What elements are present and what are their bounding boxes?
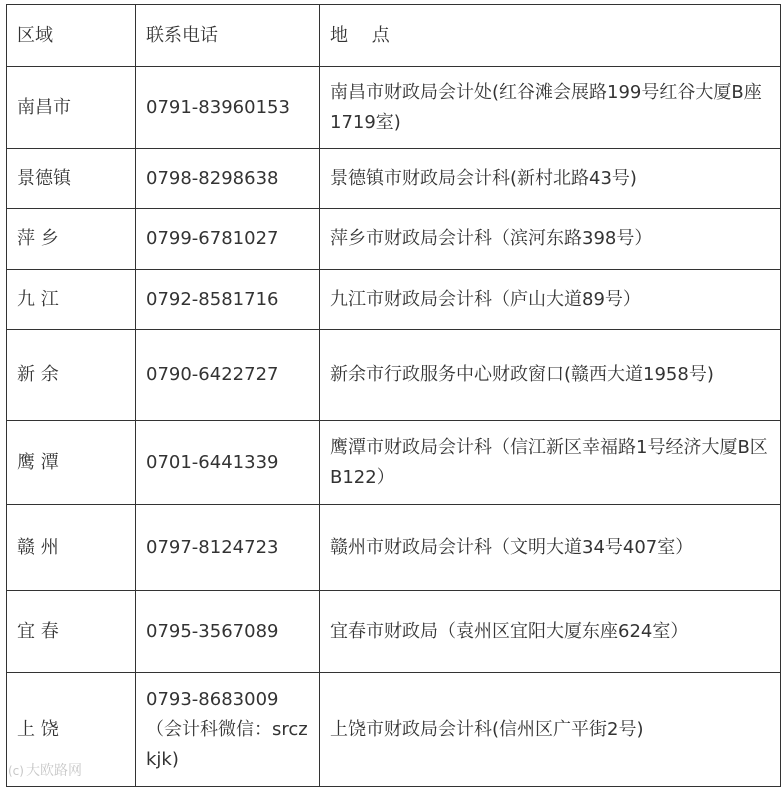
address-cell: 宜春市财政局（袁州区宜阳大厦东座624室） <box>320 591 781 673</box>
header-row <box>7 5 781 67</box>
table-row <box>7 149 781 209</box>
phone-cell: 0790-6422727 <box>136 330 320 421</box>
phone-number: 0793-8683009 <box>146 688 279 710</box>
address-cell: 景德镇市财政局会计科(新村北路43号) <box>320 149 781 209</box>
contact-table <box>6 4 781 787</box>
region-cell: 上 饶 <box>7 673 136 787</box>
header-address: 地 点 <box>320 5 781 67</box>
table-row <box>7 505 781 591</box>
table-row <box>7 209 781 270</box>
phone-cell: 0797-8124723 <box>136 505 320 591</box>
address-cell: 上饶市财政局会计科(信州区广平街2号) <box>320 673 781 787</box>
address-cell: 赣州市财政局会计科（文明大道34号407室） <box>320 505 781 591</box>
table-row <box>7 270 781 330</box>
region-cell: 萍 乡 <box>7 209 136 270</box>
region-cell: 宜 春 <box>7 591 136 673</box>
phone-note: （会计科微信：srczkjk) <box>146 718 308 770</box>
phone-cell: 0701-6441339 <box>136 421 320 505</box>
region-cell: 南昌市 <box>7 67 136 149</box>
phone-cell: 0799-6781027 <box>136 209 320 270</box>
address-cell: 九江市财政局会计科（庐山大道89号） <box>320 270 781 330</box>
phone-cell: 0795-3567089 <box>136 591 320 673</box>
region-cell: 九 江 <box>7 270 136 330</box>
phone-cell: 0798-8298638 <box>136 149 320 209</box>
phone-cell: 0791-83960153 <box>136 67 320 149</box>
watermark-logo-icon: (c) <box>8 764 24 778</box>
region-cell: 鹰 潭 <box>7 421 136 505</box>
table-row <box>7 67 781 149</box>
watermark-text: 大欧路网 <box>25 763 82 779</box>
table-row <box>7 591 781 673</box>
phone-cell: 0792-8581716 <box>136 270 320 330</box>
region-cell: 景德镇 <box>7 149 136 209</box>
table-row <box>7 330 781 421</box>
watermark <box>8 760 82 780</box>
region-cell: 新 余 <box>7 330 136 421</box>
header-phone: 联系电话 <box>136 5 320 67</box>
address-cell: 新余市行政服务中心财政窗口(赣西大道1958号) <box>320 330 781 421</box>
header-region: 区域 <box>7 5 136 67</box>
table-row <box>7 421 781 505</box>
address-cell: 南昌市财政局会计处(红谷滩会展路199号红谷大厦B座1719室) <box>320 67 781 149</box>
table-row <box>7 673 781 787</box>
phone-cell <box>136 673 320 787</box>
address-cell: 萍乡市财政局会计科（滨河东路398号） <box>320 209 781 270</box>
region-cell: 赣 州 <box>7 505 136 591</box>
address-cell: 鹰潭市财政局会计科（信江新区幸福路1号经济大厦B区B122） <box>320 421 781 505</box>
